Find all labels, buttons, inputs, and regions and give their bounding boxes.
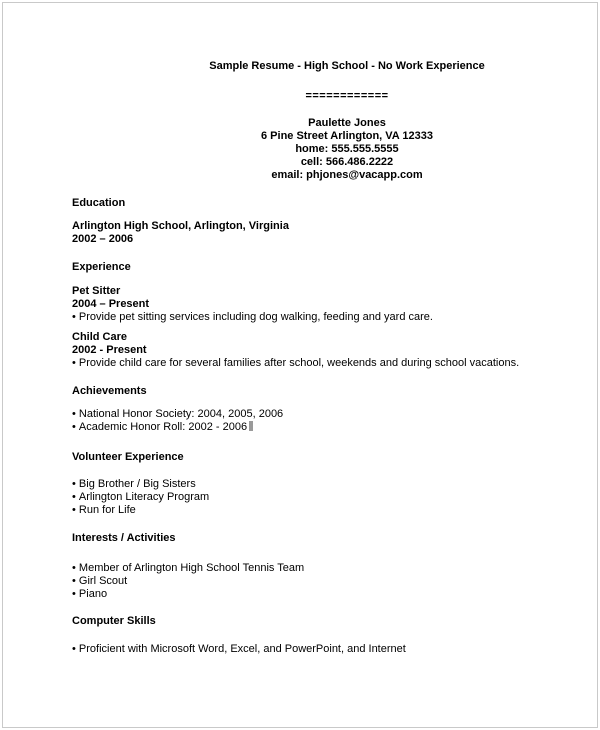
- section-heading-computer-skills: Computer Skills: [72, 615, 156, 627]
- contact-home-phone: home: 555.555.5555: [295, 143, 399, 155]
- list-item: • Run for Life: [72, 504, 560, 517]
- list-item: • Girl Scout: [72, 575, 560, 588]
- list-item: • Big Brother / Big Sisters: [72, 478, 560, 491]
- contact-address: 6 Pine Street Arlington, VA 12333: [261, 130, 433, 142]
- list-item: • Arlington Literacy Program: [72, 491, 560, 504]
- list-item-text: Academic Honor Roll: 2002 - 2006: [78, 421, 248, 433]
- resume-body: [72, 197, 560, 656]
- list-item: • National Honor Society: 2004, 2005, 2006: [72, 408, 560, 421]
- experience-dates: 2002 - Present: [72, 344, 147, 356]
- education-school: Arlington High School, Arlington, Virginia: [72, 220, 289, 232]
- list-item: • Proficient with Microsoft Word, Excel, and PowerPoint, and Internet: [72, 643, 560, 656]
- section-heading-interests: Interests / Activities: [72, 532, 176, 544]
- document-header: [94, 60, 600, 182]
- section-experience: [72, 261, 560, 370]
- contact-name: Paulette Jones: [308, 117, 386, 129]
- section-heading-experience: Experience: [72, 261, 131, 273]
- text-cursor: [249, 421, 253, 431]
- section-computer-skills: [72, 615, 560, 656]
- section-heading-volunteer: Volunteer Experience: [72, 451, 184, 463]
- experience-entry-child-care: [72, 331, 560, 370]
- contact-cell-phone: cell: 566.486.2222: [300, 156, 394, 168]
- section-achievements: [72, 385, 560, 434]
- experience-dates: 2004 – Present: [72, 298, 150, 310]
- list-item: [72, 421, 560, 434]
- section-heading-achievements: Achievements: [72, 385, 147, 397]
- separator-line: ============: [305, 90, 389, 102]
- contact-block: [94, 117, 600, 182]
- list-item: • Piano: [72, 588, 560, 601]
- education-dates: 2002 – 2006: [72, 233, 134, 245]
- list-item: • Provide pet sitting services including dog walking, feeding and yard care.: [72, 311, 560, 324]
- list-item: • Provide child care for several families after school, weekends and during school vacations.: [72, 357, 560, 370]
- education-entry: [72, 220, 560, 246]
- section-interests-activities: [72, 532, 560, 601]
- section-education: [72, 197, 560, 246]
- experience-title: Child Care: [72, 331, 128, 343]
- section-volunteer-experience: [72, 451, 560, 517]
- section-heading-education: Education: [72, 197, 126, 209]
- list-item: • Member of Arlington High School Tennis Team: [72, 562, 560, 575]
- experience-entry-pet-sitter: [72, 285, 560, 324]
- contact-email: email: phjones@vacapp.com: [271, 169, 423, 181]
- document-title: Sample Resume - High School - No Work Experience: [209, 60, 485, 72]
- experience-title: Pet Sitter: [72, 285, 121, 297]
